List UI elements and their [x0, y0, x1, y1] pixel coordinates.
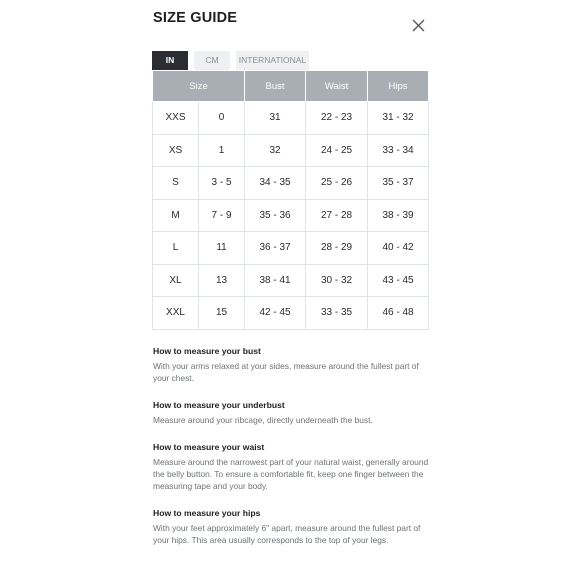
- cell-bust: 32: [245, 134, 306, 167]
- section-heading: How to measure your bust: [153, 346, 261, 356]
- cell-bust: 36 - 37: [245, 232, 306, 265]
- cell-size-number: 3 - 5: [199, 167, 245, 200]
- cell-size-label: XS: [153, 134, 199, 167]
- table-row: [153, 134, 429, 167]
- cell-size-number: 7 - 9: [199, 199, 245, 232]
- section-body: Measure around the narrowest part of your natural waist, generally around the belly button. To ensure a comfortable fit, keep one finger between the measuring tape and your body.: [153, 457, 429, 491]
- section-waist: [153, 441, 433, 492]
- section-heading: How to measure your waist: [153, 442, 265, 452]
- table-row: [153, 167, 429, 200]
- tab-cm[interactable]: CM: [194, 51, 230, 70]
- table-row: [153, 102, 429, 135]
- cell-size-label: S: [153, 167, 199, 200]
- cell-waist: 25 - 26: [306, 167, 368, 200]
- section-body: With your feet approximately 6" apart, measure around the fullest part of your hips. This area usually corresponds to the top of your legs.: [153, 523, 421, 545]
- section-body: Measure around your ribcage, directly underneath the bust.: [153, 415, 373, 425]
- section-heading: How to measure your hips: [153, 508, 261, 518]
- section-underbust: [153, 399, 433, 426]
- cell-waist: 24 - 25: [306, 134, 368, 167]
- cell-hips: 46 - 48: [368, 297, 429, 330]
- cell-size-label: XXS: [153, 102, 199, 135]
- header-size: Size: [153, 71, 245, 102]
- table-row: [153, 232, 429, 265]
- cell-size-number: 1: [199, 134, 245, 167]
- measure-instructions: [153, 345, 433, 561]
- table-header-row: [153, 71, 429, 102]
- cell-waist: 22 - 23: [306, 102, 368, 135]
- cell-hips: 40 - 42: [368, 232, 429, 265]
- cell-hips: 35 - 37: [368, 167, 429, 200]
- cell-size-label: XXL: [153, 297, 199, 330]
- table-row: [153, 297, 429, 330]
- cell-bust: 42 - 45: [245, 297, 306, 330]
- table-row: [153, 264, 429, 297]
- cell-hips: 33 - 34: [368, 134, 429, 167]
- cell-waist: 30 - 32: [306, 264, 368, 297]
- close-icon[interactable]: [411, 18, 426, 33]
- unit-tabs: [152, 51, 309, 70]
- size-table: [152, 70, 429, 330]
- header-waist: Waist: [306, 71, 368, 102]
- cell-size-number: 13: [199, 264, 245, 297]
- section-hips: [153, 507, 433, 546]
- cell-size-label: XL: [153, 264, 199, 297]
- cell-waist: 33 - 35: [306, 297, 368, 330]
- tab-international[interactable]: INTERNATIONAL: [236, 51, 309, 70]
- cell-hips: 38 - 39: [368, 199, 429, 232]
- cell-size-number: 15: [199, 297, 245, 330]
- cell-waist: 27 - 28: [306, 199, 368, 232]
- cell-size-number: 11: [199, 232, 245, 265]
- section-body: With your arms relaxed at your sides, measure around the fullest part of your chest.: [153, 361, 419, 383]
- cell-size-label: L: [153, 232, 199, 265]
- section-bust: [153, 345, 433, 384]
- page-title: SIZE GUIDE: [153, 10, 238, 26]
- cell-size-label: M: [153, 199, 199, 232]
- section-heading: How to measure your underbust: [153, 400, 285, 410]
- cell-hips: 31 - 32: [368, 102, 429, 135]
- cell-bust: 31: [245, 102, 306, 135]
- header-bust: Bust: [245, 71, 306, 102]
- cell-bust: 34 - 35: [245, 167, 306, 200]
- header-hips: Hips: [368, 71, 429, 102]
- cell-size-number: 0: [199, 102, 245, 135]
- cell-waist: 28 - 29: [306, 232, 368, 265]
- cell-bust: 35 - 36: [245, 199, 306, 232]
- cell-bust: 38 - 41: [245, 264, 306, 297]
- table-row: [153, 199, 429, 232]
- cell-hips: 43 - 45: [368, 264, 429, 297]
- tab-in[interactable]: IN: [152, 51, 188, 70]
